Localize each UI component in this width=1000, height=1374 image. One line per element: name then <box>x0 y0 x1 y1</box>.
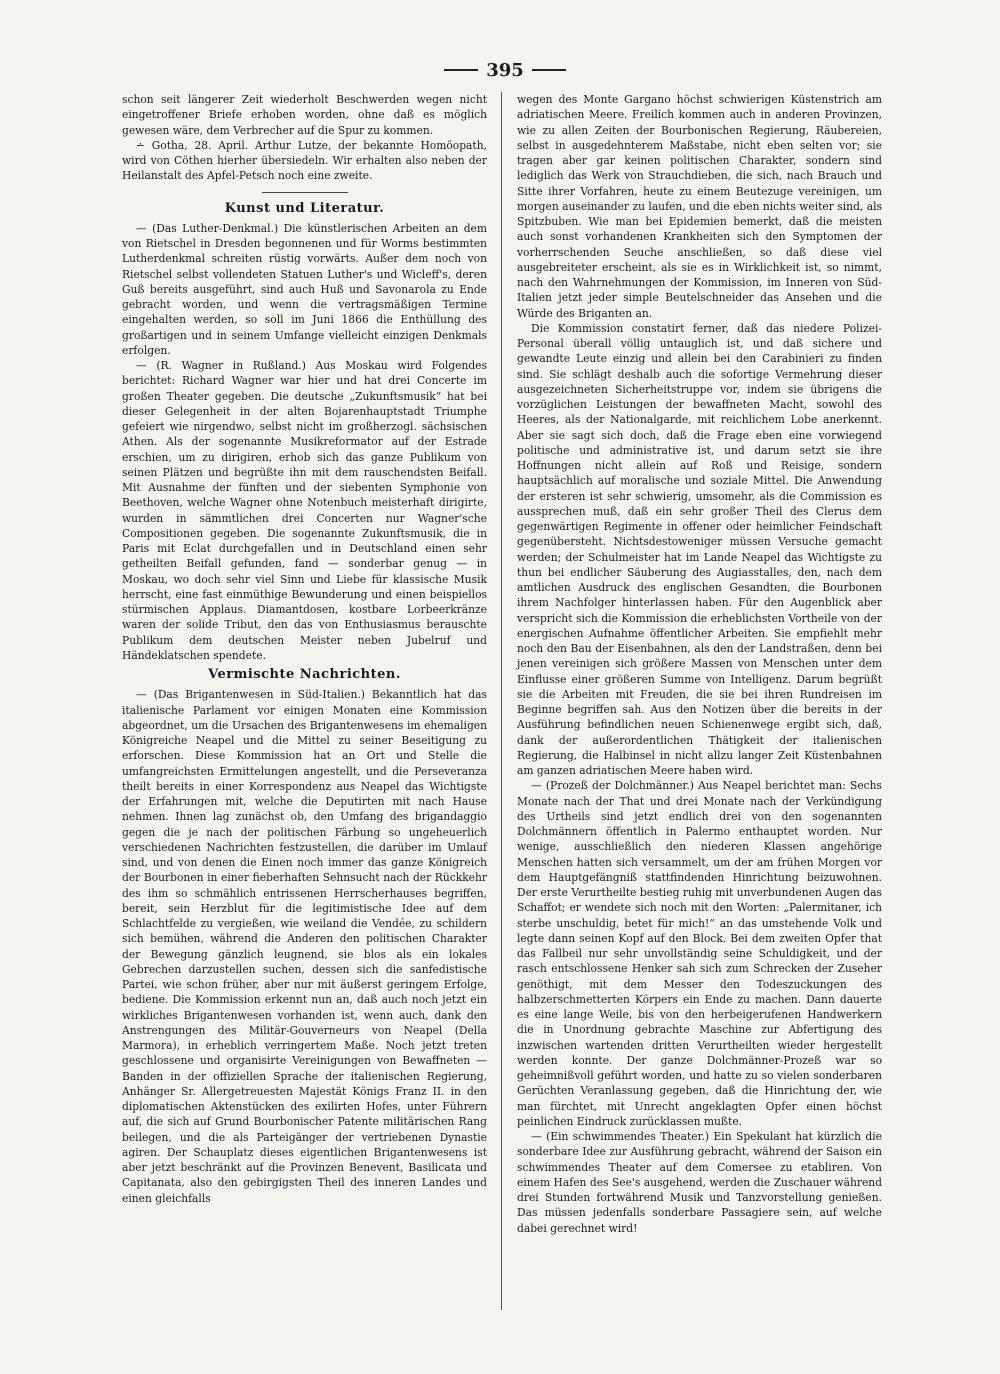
page-number: 395 <box>486 59 524 81</box>
header-rule-left <box>444 69 478 71</box>
header-rule-right <box>532 69 566 71</box>
column-divider <box>501 92 502 1310</box>
article-paragraph: schon seit längerer Zeit wiederholt Beschwerden wegen nicht eingetroffener Briefe erhoben worden, ohne daß es möglich gewesen wäre, dem Verbrecher auf die Spur zu kommen. <box>122 93 487 137</box>
article-luther-denkmal: — (Das Luther-Denkmal.) Die künstlerischen Arbeiten an dem von Rietschel in Dresden begonnenen und für Worms bestimmten Lutherdenkmal schreiten rüstig vorwärts. Außer dem noch von Rietschel selbst vollendeten Statuen Luther's und Wicleff's, deren Guß bereits ausgeführt, sind auch Huß und Savonarola zu Ende gebracht worden, und wenn die vertragsmäßigen Termine eingehalten werden, so soll im Juni 1866 die Enthüllung des großartigen und in seinem Umfange vielleicht einzigen Denkmals erfolgen. <box>122 221 487 357</box>
page-header <box>430 58 580 82</box>
article-gotha: ∸ Gotha, 28. April. Arthur Lutze, der bekannte Homöopath, wird von Cöthen hierher übersiedeln. Wir erhalten also neben der Heilanstalt des Apfel-Petsch noch eine zweite. <box>122 138 487 183</box>
left-column <box>122 92 487 1206</box>
section-heading-vermischte: Vermischte Nachrichten. <box>208 667 401 682</box>
article-paragraph: wegen des Monte Gargano höchst schwierigen Küstenstrich am adriatischen Meere. Freilich kommen auch in anderen Provinzen, wie zu allen Zeiten der Bourbonischen Regierung, Räubereien, selbst in ausgedehnterem Maßstabe, nicht eben selten vor; sie tragen aber gar keinen politischen Charakter, sondern sind lediglich das Werk von Strauchdieben, die sich, nach Brauch und Sitte ihrer Vorfahren, heute zu einem Beutezuge vereinigen, um morgen auseinander zu laufen, und die eben nichts weiter sind, als Spitzbuben. Wie man bei Epidemien bemerkt, daß die meisten auch sonst vorhandenen Krankheiten sich den Symptomen der vorherrschenden Seuche anschließen, so daß diese viel ausgebreiteter erscheint, als sie es in Wirklichkeit ist, so nimmt, nach den Wahrnehmungen der Kommission, im Inneren von Süd-Italien jetzt jeder simple Beutelschneider das Ansehen und die Würde des Briganten an. <box>517 93 882 320</box>
article-schwimmendes-theater: — (Ein schwimmendes Theater.) Ein Spekulant hat kürzlich die sonderbare Idee zur Ausführung gebracht, während der Saison ein schwimmendes Theater auf dem Comersee zu etabliren. Von einem Hafen des See's ausgehend, werden die Zuschauer während drei Stunden fortwährend Musik und Tanzvorstellung genießen. Das müssen jedenfalls sonderbare Passagiere sein, auf welche dabei gerechnet wird! <box>517 1130 882 1235</box>
article-paragraph: Die Kommission constatirt ferner, daß das niedere Polizei-Personal überall völlig untauglich ist, und daß sichere und gewandte Leute einzig und allein bei den Carabinieri zu finden sind. Sie schlägt deshalb auch die sofortige Vermehrung dieser ausgezeichneten Sicherheitstruppe vor, indem sie übrigens die vorzüglichen Leistungen der bewaffneten Macht, sowohl des Heeres, als der Nationalgarde, mit reichlichem Lobe anerkennt. Aber sie sagt sich doch, daß die Frage eben eine vorwiegend politische und administrative ist, und darum setzt sie ihre Hoffnungen nicht allein auf Roß und Reisige, sondern hauptsächlich auf moralische und soziale Mittel. Die Anwendung der ersteren ist sehr schwierig, umsomehr, als die Commission es aussprechen muß, daß ein sehr großer Theil des Clerus dem gegenwärtigen Regimente in offener oder heimlicher Feindschaft gegenübersteht. Nichtsdestoweniger müssen Versuche gemacht werden; der Schulmeister hat im Lande Neapel das Wichtigste zu thun bei endlicher Säuberung des Augiasstalles, den, nach dem amtlichen Ausdruck des englischen Gesandten, die Bourbonen ihrem Nachfolger hinterlassen haben. Für den Augenblick aber verspricht sich die Kommission die erheblichsten Vortheile von der energischen Aufnahme öffentlicher Arbeiten. Sie empfiehlt mehr noch den Bau der Eisenbahnen, als den der Landstraßen, denn bei jenen vereinigen sich größere Massen von Menschen unter dem Einflusse einer größeren Summe von Intelligenz. Darum begrüßt sie die Arbeiten mit Freuden, die sie bei ihren Rundreisen im Beginne begriffen sah. Aus den Notizen über die bereits in der Ausführung befindlichen neuen Schienenwege ergibt sich, daß, dank der außerordentlichen Thätigkeit der italienischen Regierung, die Halbinsel in nicht allzu langer Zeit Küstenbahnen am ganzen adriatischen Meere haben wird. <box>517 321 882 777</box>
article-wagner-russland: — (R. Wagner in Rußland.) Aus Moskau wird Folgendes berichtet: Richard Wagner war hier und hat drei Concerte im großen Theater gegeben. Die deutsche „Zukunftsmusik“ hat bei dieser Gelegenheit in der alten Bojarenhauptstadt Triumphe gefeiert wie nirgendwo, selbst nicht im großherzogl. sächsischen Athen. Als der sogenannte Musikreformator auf der Estrade erschien, um zu dirigiren, erhob sich das ganze Publikum von seinen Plätzen und begrüßte ihn mit dem rauschendsten Beifall. Mit Ausnahme der fünften und der siebenten Symphonie von Beethoven, welche Wagner ohne Notenbuch meisterhaft dirigirte, wurden in sämmtlichen drei Concerten nur Wagner'sche Compositionen gegeben. Die sogenannte Zukunftsmusik, die in Paris mit Eclat durchgefallen und in Deutschland einen sehr getheilten Beifall gefunden, fand — sonderbar genug — in Moskau, wo doch sehr viel Sinn und Liebe für klassische Musik herrscht, eine fast einmüthige Bewunderung und einen beispiellos stürmischen Applaus. Diamantdosen, kostbare Lorbeerkränze waren der solide Tribut, den das von Enthusiasmus berauschte Publikum dem deutschen Meister neben Jubelruf und Händeklatschen spendete. <box>122 359 487 662</box>
section-heading-kunst: Kunst und Literatur. <box>224 200 385 216</box>
article-brigantenwesen: — (Das Brigantenwesen in Süd-Italien.) Bekanntlich hat das italienische Parlament vor einigen Monaten eine Kommission abgeordnet, um die Ursachen des Brigantenwesens im ehemaligen Königreiche Neapel und die Mittel zu seiner Beseitigung zu erforschen. Diese Kommission hat an Ort und Stelle die umfangreichsten Ermittelungen angestellt, und die Perseveranza theilt bereits in einer Korrespondenz aus Neapel das Wichtigste der Erfahrungen mit, welche die Deputirten mit nach Hause nehmen. Ihnen lag zunächst ob, den Umfang des brigandaggio gegen die je nach der politischen Färbung so ungeheuerlich verschiedenen Nachrichten festzustellen, die darüber im Umlauf sind, und von denen die Einen noch immer das ganze Königreich der Bourbonen in einer fieberhaften Sehnsucht nach der Rückkehr des ihm so schmählich entrissenen Herrscherhauses begriffen, bereit, sein Herzblut für die legitimistische Idee auf dem Schlachtfelde zu vergießen, wie weiland die Vendée, zu schildern sich bemühen, während die Anderen den politischen Charakter der Bewegung gänzlich leugnend, sie blos als ein lokales Gebrechen darzustellen suchen, dessen sich die sanfedistische Partei, wie schon früher, aber nur mit äußerst geringem Erfolge, bediene. Die Kommission erkennt nun an, daß auch noch jetzt ein wirkliches Brigantenwesen vorhanden ist, wenn auch, dank den Anstrengungen des Militär-Gouverneurs von Neapel (Della Marmora), in erheblich verringertem Maße. Noch jetzt treten geschlossene und organisirte Vereinigungen von Bewaffneten — Banden in der offiziellen Sprache der italienischen Regierung, Anhänger Sr. Allergetreuesten Majestät Königs Franz II. in den diplomatischen Aktenstücken des exilirten Hofes, unter Führern auf, die sich auf Grund Bourbonischer Patente militärischen Rang beilegen, und die als Parteigänger der vertriebenen Dynastie agiren. Der Schauplatz dieses eigentlichen Brigantenwesens ist aber jetzt beschränkt auf die Provinzen Benevent, Basilicata und Capitanata, also den gebirgigsten Theil des inneren Landes und einen gleichfalls <box>122 688 487 1205</box>
section-separator <box>262 192 348 193</box>
article-dolchmaenner: — (Prozeß der Dolchmänner.) Aus Neapel berichtet man: Sechs Monate nach der That und drei Monate nach der Verkündigung des Urtheils sind jetzt endlich drei von den sogenannten Dolchmännern öffentlich in Palermo enthauptet worden. Nur wenige, ausschließlich den niederen Klassen angehörige Menschen hatten sich versammelt, um der am frühen Morgen vor dem Hauptgefängniß stattfindenden Hinrichtung beizuwohnen. Der erste Verurtheilte bestieg ruhig mit unverbundenen Augen das Schaffot; er wendete sich noch mit den Worten: „Palermitaner, ich sterbe unschuldig, betet für mich!“ an das umstehende Volk und legte dann seinen Kopf auf den Block. Bei dem zweiten Opfer that das Fallbeil nur sehr unvollständig seine Schuldigkeit, und der rasch entschlossene Henker sah sich zum Schrecken der Zuseher genöthigt, mit dem Messer den Todeszuckungen des halbzerschmetterten Körpers ein Ende zu machen. Dann dauerte es eine lange Weile, bis von den herbeigerufenen Handwerkern die in Unordnung gebrachte Maschine zur Abfertigung des inzwischen wartenden dritten Verurtheilten wieder hergestellt werden konnte. Der ganze Dolchmänner-Prozeß war so geheimnißvoll geführt worden, und hatte zu so vielen sonderbaren Gerüchten Veranlassung gegeben, daß die Hinrichtung der, wie man fürchtet, mit Unrecht angeklagten Opfer einen höchst peinlichen Eindruck zurücklassen mußte. <box>517 779 882 1128</box>
right-column <box>517 92 882 1236</box>
